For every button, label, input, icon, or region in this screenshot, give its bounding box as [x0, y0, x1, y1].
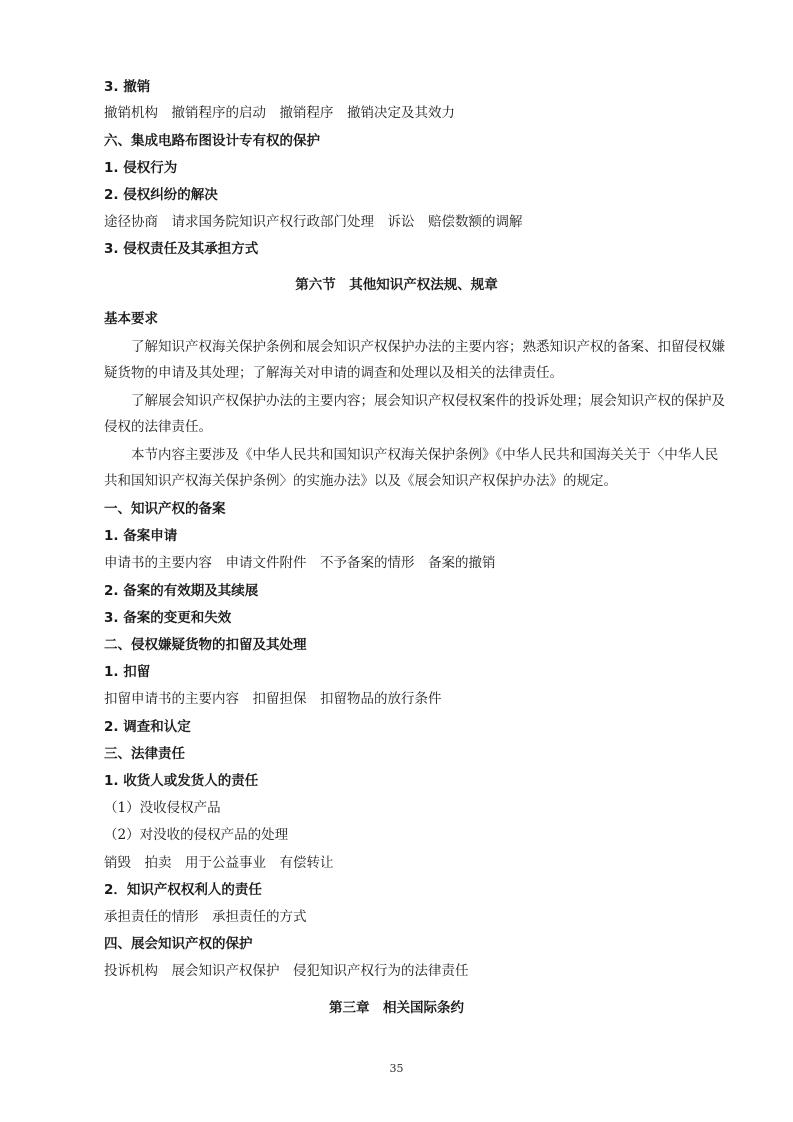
paragraph-line: 本节内容主要涉及《中华人民共和国知识产权海关保护条例》《中华人民共和国海关关于〈中华人民 [104, 447, 719, 463]
subheading: 1. 扣留 [104, 664, 151, 680]
subheading-revocation: 3. 撤销 [104, 79, 151, 95]
subheading: 3. 备案的变更和失效 [104, 610, 232, 626]
subheading: 1. 侵权行为 [104, 160, 178, 176]
section-heading: 四、展会知识产权的保护 [104, 936, 253, 952]
text-line: 扣留申请书的主要内容 扣留担保 扣留物品的放行条件 [104, 691, 442, 707]
subheading: 2. 调查和认定 [104, 719, 191, 735]
text-line: 申请书的主要内容 申请文件附件 不予备案的情形 备案的撤销 [104, 555, 496, 571]
section-heading: 一、知识产权的备案 [104, 501, 226, 517]
paragraph-line: 了解展会知识产权保护办法的主要内容；展会知识产权侵权案件的投诉处理；展会知识产权的保护及 [104, 393, 725, 409]
basic-requirements-heading: 基本要求 [104, 311, 158, 327]
text-line: 撤销机构 撤销程序的启动 撤销程序 撤销决定及其效力 [104, 105, 455, 121]
text-line: 途径协商 请求国务院知识产权行政部门处理 诉讼 赔偿数额的调解 [104, 214, 523, 230]
paragraph-line: 共和国知识产权海关保护条例〉的实施办法》以及《展会知识产权保护办法》的规定。 [104, 473, 617, 489]
subheading: 1. 备案申请 [104, 528, 178, 544]
text-line: 承担责任的情形 承担责任的方式 [104, 909, 307, 925]
subheading: 2. 侵权纠纷的解决 [104, 187, 218, 203]
subheading: 2. 备案的有效期及其续展 [104, 583, 259, 599]
text-line: （2）对没收的侵权产品的处理 [104, 827, 289, 843]
subheading: 2．知识产权权利人的责任 [104, 882, 262, 898]
section-heading: 六、集成电路布图设计专有权的保护 [104, 133, 320, 149]
section-heading: 二、侵权嫌疑货物的扣留及其处理 [104, 637, 307, 653]
paragraph-line: 侵权的法律责任。 [104, 419, 212, 435]
section-title: 第六节 其他知识产权法规、规章 [295, 277, 498, 293]
section-heading: 三、法律责任 [104, 746, 185, 762]
subheading: 1. 收货人或发货人的责任 [104, 773, 259, 789]
paragraph-line: 了解知识产权海关保护条例和展会知识产权保护办法的主要内容；熟悉知识产权的备案、扣留侵权嫌 [104, 339, 725, 355]
text-line: 投诉机构 展会知识产权保护 侵犯知识产权行为的法律责任 [104, 963, 469, 979]
page-number: 35 [389, 1062, 404, 1075]
paragraph-line: 疑货物的申请及其处理；了解海关对申请的调查和处理以及相关的法律责任。 [104, 365, 563, 381]
chapter-title: 第三章 相关国际条约 [329, 1000, 464, 1016]
text-line: （1）没收侵权产品 [104, 800, 221, 816]
subheading: 3. 侵权责任及其承担方式 [104, 241, 259, 257]
text-line: 销毁 拍卖 用于公益事业 有偿转让 [104, 855, 334, 871]
